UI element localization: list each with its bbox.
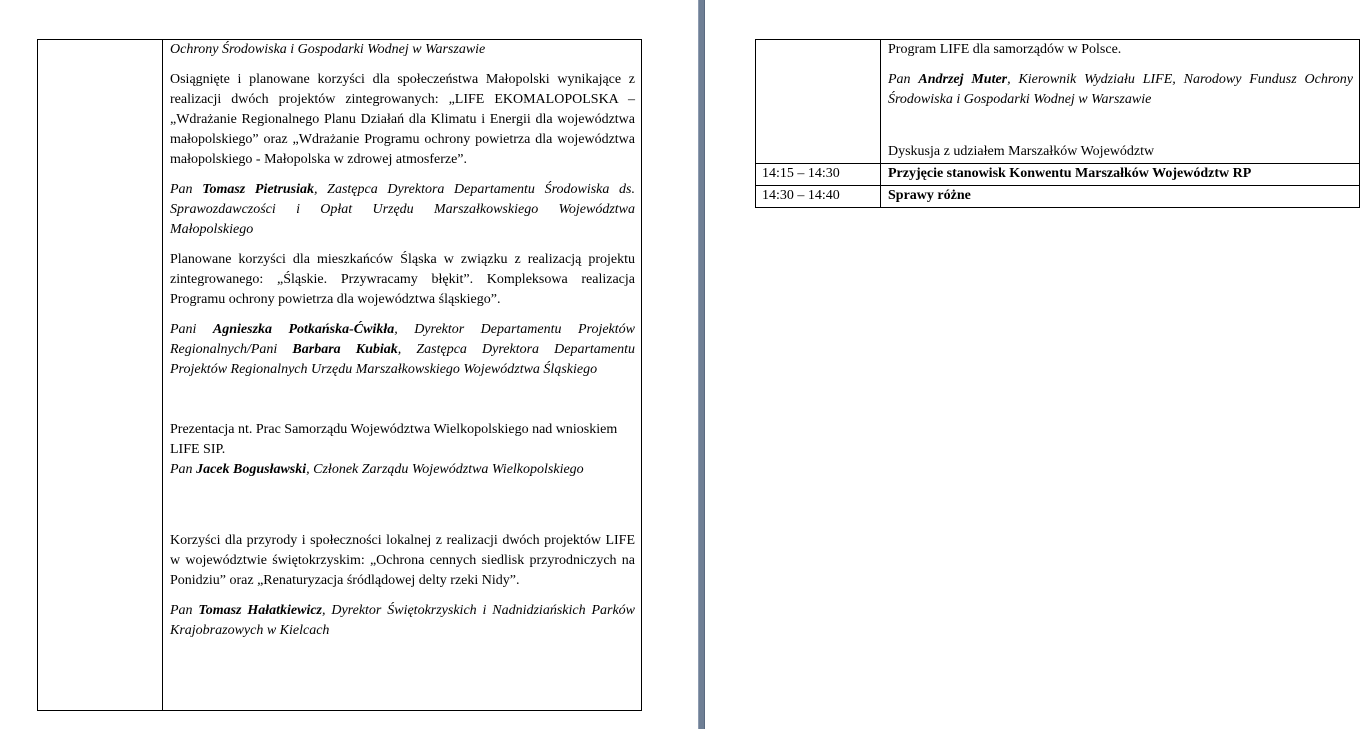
discussion-text: Dyskusja z udziałem Marszałków Województw <box>888 144 1155 159</box>
agenda-title: Przyjęcie stanowisk Konwentu Marszałków Województw RP <box>888 166 1252 181</box>
agenda-content-cell <box>881 40 1360 164</box>
agenda-title: Sprawy różne <box>888 188 971 203</box>
agenda-content-cell <box>163 40 642 711</box>
item2-prefix: Pani <box>170 322 213 337</box>
item3-speaker-role: , Członek Zarządu Województwa Wielkopolskiego <box>306 462 584 477</box>
item2-description: Planowane korzyści dla mieszkańców Śląska w związku z realizacją projektu zintegrowanego: „Śląskie. Przywracamy błękit”. Kompleksowa realizacja Programu ochrony powietrza dla województwa śląskiego”. <box>170 252 635 307</box>
item2-speaker1-name: Agnieszka Potkańska-Ćwikła <box>212 322 395 337</box>
item1-speaker-line <box>170 180 635 240</box>
item1-description: Osiągnięte i planowane korzyści dla społeczeństwa Małopolski wynikające z realizacji dwóch projektów zintegrowanych: „LIFE EKOMALOPOLSKA – „Wdrażanie Regionalnego Planu Działań dla Klimatu i Energii dla województwa małopolskiego” oraz „Wdrażanie Programu ochrony powietrza dla województwa małopolskiego - Małopolska w zdrowej atmosferze”. <box>170 72 635 167</box>
item3-speaker-name: Jacek Bogusławski <box>196 462 307 477</box>
agenda-table-left <box>37 39 642 711</box>
item1-prefix: Pan <box>170 182 203 197</box>
agenda-title-cell <box>881 164 1360 186</box>
table-row <box>756 164 1360 186</box>
item1-speaker-role: , Kierownik Wydziału LIFE, Narodowy Fundusz Ochrony Środowiska i Gospodarki Wodnej w Warszawie <box>888 72 1353 107</box>
time-cell: 14:30 – 14:40 <box>756 186 881 208</box>
item4-prefix: Pan <box>170 603 199 618</box>
item1-speaker-line <box>888 70 1353 110</box>
item4-speaker-role: , Dyrektor Świętokrzyskich i Nadnidziańskich Parków Krajobrazowych w Kielcach <box>170 603 635 638</box>
item1-speaker-role: , Zastępca Dyrektora Departamentu Środowiska ds. Sprawozdawczości i Opłat Urzędu Marszałkowskiego Województwa Małopolskiego <box>170 182 635 237</box>
item2-speaker1-role: , Dyrektor Departamentu Projektów Regionalnych/Pani <box>170 322 635 357</box>
document-page-right <box>705 0 1367 729</box>
item1-speaker-name: Andrzej Muter <box>918 72 1008 87</box>
time-cell: 14:15 – 14:30 <box>756 164 881 186</box>
item4-speaker-name: Tomasz Hałatkiewicz <box>198 603 322 618</box>
item2-speaker2-role: , Zastępca Dyrektora Departamentu Projektów Regionalnych Urzędu Marszałkowskiego Województwa Śląskiego <box>170 342 636 377</box>
item2-speaker-line <box>170 320 635 380</box>
table-row <box>38 40 642 711</box>
continued-affiliation: Ochrony Środowiska i Gospodarki Wodnej w Warszawie <box>170 42 486 57</box>
time-cell-empty <box>756 40 881 164</box>
agenda-table-right <box>755 39 1360 208</box>
item4-description: Korzyści dla przyrody i społeczności lokalnej z realizacji dwóch projektów LIFE w województwie świętokrzyskim: „Ochrona cennych siedlisk przyrodniczych na Ponidziu” oraz „Renaturyzacja śródlądowej delty rzeki Nidy”. <box>170 533 635 588</box>
spacer <box>888 120 1353 142</box>
spacer <box>170 390 635 420</box>
agenda-title-cell <box>881 186 1360 208</box>
item3-prefix: Pan <box>170 462 197 477</box>
item1-speaker-name: Tomasz Pietrusiak <box>202 182 315 197</box>
item1-prefix: Pan <box>888 72 919 87</box>
item4-speaker-line <box>170 601 635 641</box>
item2-speaker2-name: Barbara Kubiak <box>292 342 398 357</box>
table-row <box>756 40 1360 164</box>
spacer <box>170 490 635 531</box>
page-separator <box>698 0 705 729</box>
item1-description: Program LIFE dla samorządów w Polsce. <box>888 42 1122 57</box>
table-row <box>756 186 1360 208</box>
item3-description: Prezentacja nt. Prac Samorządu Województwa Wielkopolskiego nad wnioskiem LIFE SIP. <box>170 422 618 457</box>
time-cell-empty <box>38 40 163 711</box>
item3-speaker-line <box>170 460 635 480</box>
